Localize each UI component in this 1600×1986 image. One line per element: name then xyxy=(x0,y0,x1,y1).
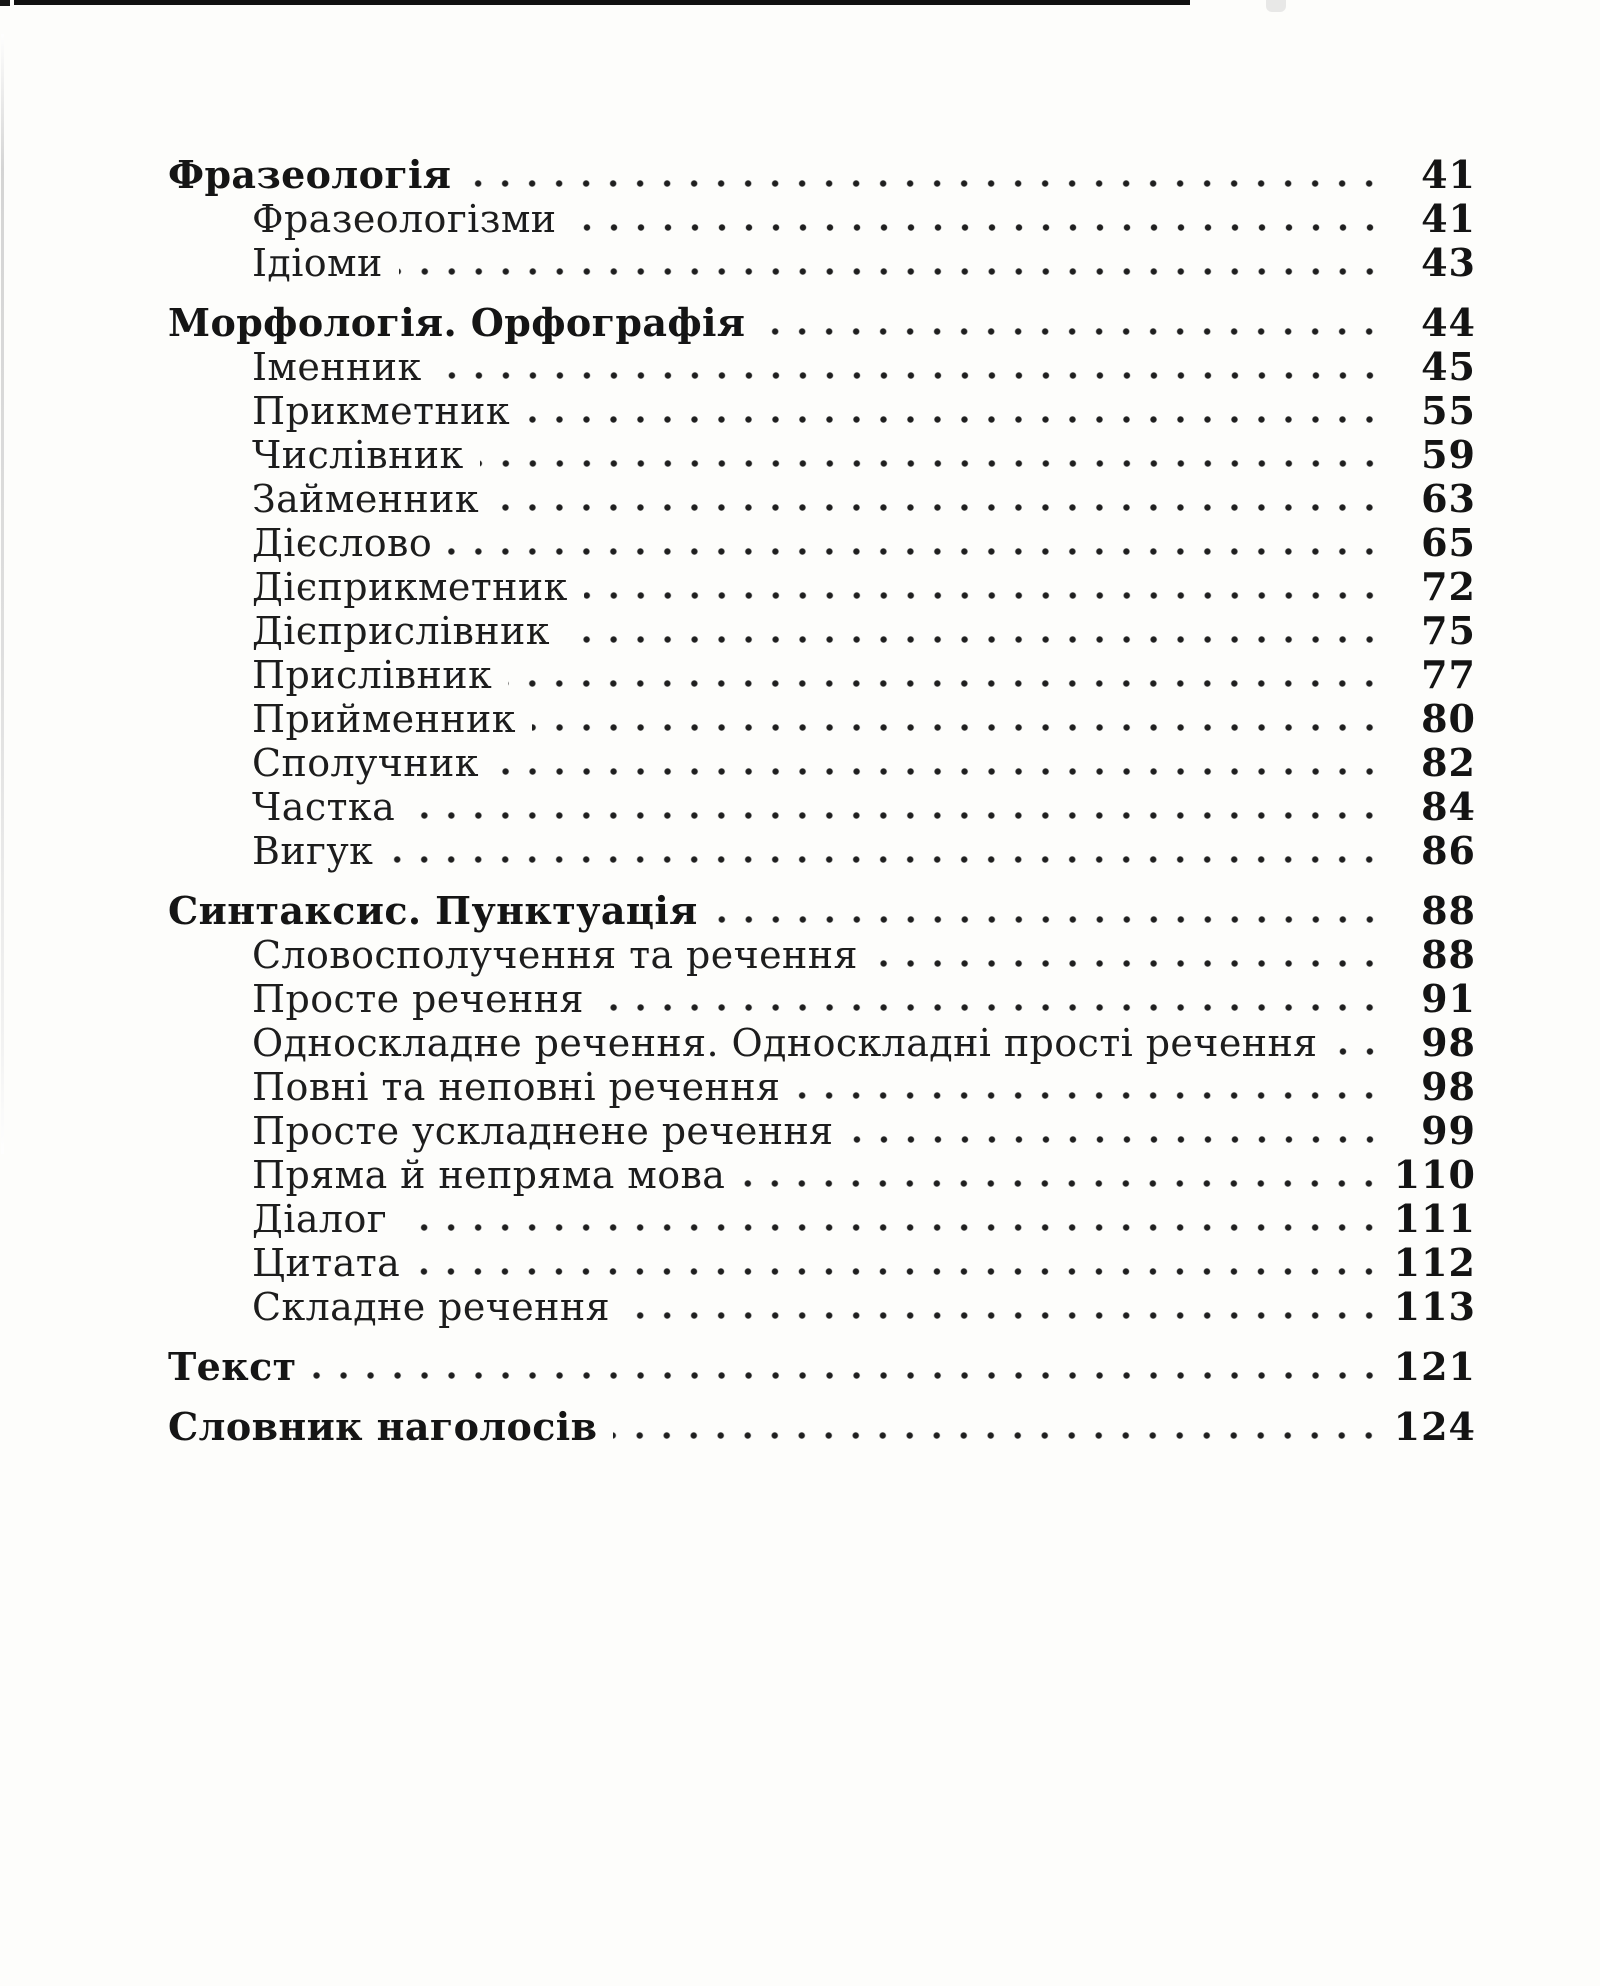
toc-entry-label: Складне речення xyxy=(252,1285,610,1329)
toc-entry-label: Частка xyxy=(252,785,396,829)
toc-row xyxy=(0,1108,1600,1152)
dot-leader xyxy=(480,459,1392,468)
dot-leader xyxy=(399,267,1392,276)
dot-leader xyxy=(495,767,1392,776)
page-number: 110 xyxy=(1393,1152,1476,1197)
toc-row xyxy=(0,432,1600,476)
dot-leader xyxy=(613,1431,1391,1440)
toc-row xyxy=(0,784,1600,828)
page-number: 124 xyxy=(1393,1404,1476,1449)
page-number: 41 xyxy=(1421,152,1476,197)
toc-entry-label: Сполучник xyxy=(252,741,479,785)
toc-row xyxy=(0,932,1600,976)
page-number: 55 xyxy=(1421,388,1476,433)
toc-row xyxy=(0,1152,1600,1196)
toc-entry-label: Повні та неповні речення xyxy=(252,1065,781,1109)
dot-leader xyxy=(508,679,1392,688)
dot-leader xyxy=(573,223,1392,232)
dot-leader xyxy=(438,371,1392,380)
page-number: 86 xyxy=(1421,828,1476,873)
page-number: 91 xyxy=(1421,976,1476,1021)
toc-entry-label: Займенник xyxy=(252,477,480,521)
dot-leader xyxy=(714,915,1392,924)
toc-row xyxy=(0,976,1600,1020)
toc-entry-label: Текст xyxy=(168,1344,297,1389)
toc-row xyxy=(0,608,1600,652)
toc-row xyxy=(0,388,1600,432)
dot-leader xyxy=(416,1267,1391,1276)
page-number: 43 xyxy=(1421,240,1476,285)
dot-leader xyxy=(874,959,1392,968)
dot-leader xyxy=(850,1135,1392,1144)
toc-entry-label: Дієприслівник xyxy=(252,609,550,653)
toc-entry-label: Іменник xyxy=(252,345,422,389)
toc-entry-label: Просте ускладнене речення xyxy=(252,1109,834,1153)
dot-leader xyxy=(467,179,1392,188)
toc-row xyxy=(0,520,1600,564)
toc-row xyxy=(0,1196,1600,1240)
toc-entry-label: Словосполучення та речення xyxy=(252,933,858,977)
page-number: 82 xyxy=(1421,740,1476,785)
dot-leader xyxy=(741,1179,1391,1188)
page-number: 121 xyxy=(1393,1344,1476,1389)
page-number: 75 xyxy=(1421,608,1476,653)
toc-entry-label: Прикметник xyxy=(252,389,511,433)
page-number: 63 xyxy=(1421,476,1476,521)
page-number: 59 xyxy=(1421,432,1476,477)
dot-leader xyxy=(403,1223,1392,1232)
dot-leader xyxy=(626,1311,1392,1320)
page-number: 98 xyxy=(1421,1020,1476,1065)
page-number: 84 xyxy=(1421,784,1476,829)
toc-entry-label: Фразеологія xyxy=(168,152,452,197)
table-of-contents xyxy=(0,152,1600,1448)
page-number: 112 xyxy=(1393,1240,1476,1285)
toc-row xyxy=(0,152,1600,196)
toc-row xyxy=(0,240,1600,284)
dot-leader xyxy=(566,635,1392,644)
page-number: 113 xyxy=(1393,1284,1476,1329)
toc-row xyxy=(0,1240,1600,1284)
page-number: 41 xyxy=(1421,196,1476,241)
page-number: 99 xyxy=(1421,1108,1476,1153)
dot-leader xyxy=(761,327,1392,336)
page-number: 45 xyxy=(1421,344,1476,389)
page-number: 98 xyxy=(1421,1064,1476,1109)
page-number: 88 xyxy=(1421,932,1476,977)
toc-row xyxy=(0,196,1600,240)
toc-entry-label: Пряма й непряма мова xyxy=(252,1153,726,1197)
dot-leader xyxy=(313,1371,1392,1380)
toc-entry-label: Вигук xyxy=(252,829,374,873)
toc-entry-label: Діалог xyxy=(252,1197,388,1241)
dot-leader xyxy=(526,415,1392,424)
toc-row xyxy=(0,300,1600,344)
page-number: 88 xyxy=(1421,888,1476,933)
toc-entry-label: Дієприкметник xyxy=(252,565,568,609)
toc-row xyxy=(0,1020,1600,1064)
toc-row xyxy=(0,476,1600,520)
toc-row xyxy=(0,740,1600,784)
toc-row xyxy=(0,1064,1600,1108)
toc-row xyxy=(0,1404,1600,1448)
page-number: 44 xyxy=(1421,300,1476,345)
dot-leader xyxy=(411,811,1392,820)
dot-leader xyxy=(600,1003,1392,1012)
dot-leader xyxy=(796,1091,1392,1100)
dot-leader xyxy=(389,855,1392,864)
page-number: 111 xyxy=(1393,1196,1476,1241)
toc-entry-label: Цитата xyxy=(252,1241,401,1285)
toc-entry-label: Синтаксис. Пунктуація xyxy=(168,888,698,933)
scan-artifact-top-bar xyxy=(14,0,1190,5)
toc-row xyxy=(0,888,1600,932)
toc-entry-label: Числівник xyxy=(252,433,464,477)
toc-entry-label: Фразеологізми xyxy=(252,197,557,241)
page-number: 65 xyxy=(1421,520,1476,565)
toc-entry-label: Односкладне речення. Односкладні прості речення xyxy=(252,1021,1318,1065)
toc-row xyxy=(0,1344,1600,1388)
page-number: 72 xyxy=(1421,564,1476,609)
toc-row xyxy=(0,828,1600,872)
toc-entry-label: Ідіоми xyxy=(252,241,383,285)
dot-leader xyxy=(448,547,1392,556)
scan-artifact-corner-dash xyxy=(0,0,10,6)
dot-leader xyxy=(532,723,1392,732)
toc-entry-label: Прислівник xyxy=(252,653,493,697)
toc-entry-label: Морфологія. Орфографія xyxy=(168,300,746,345)
toc-entry-label: Дієслово xyxy=(252,521,433,565)
page-number: 77 xyxy=(1421,652,1476,697)
toc-row xyxy=(0,344,1600,388)
dot-leader xyxy=(584,591,1392,600)
dot-leader xyxy=(495,503,1392,512)
toc-row xyxy=(0,564,1600,608)
page-number: 80 xyxy=(1421,696,1476,741)
toc-row xyxy=(0,652,1600,696)
toc-entry-label: Словник наголосів xyxy=(168,1404,598,1449)
toc-row xyxy=(0,1284,1600,1328)
toc-row xyxy=(0,696,1600,740)
dot-leader xyxy=(1334,1047,1392,1056)
toc-entry-label: Прийменник xyxy=(252,697,516,741)
scan-artifact-edge-smudge xyxy=(1266,0,1286,12)
toc-entry-label: Просте речення xyxy=(252,977,584,1021)
